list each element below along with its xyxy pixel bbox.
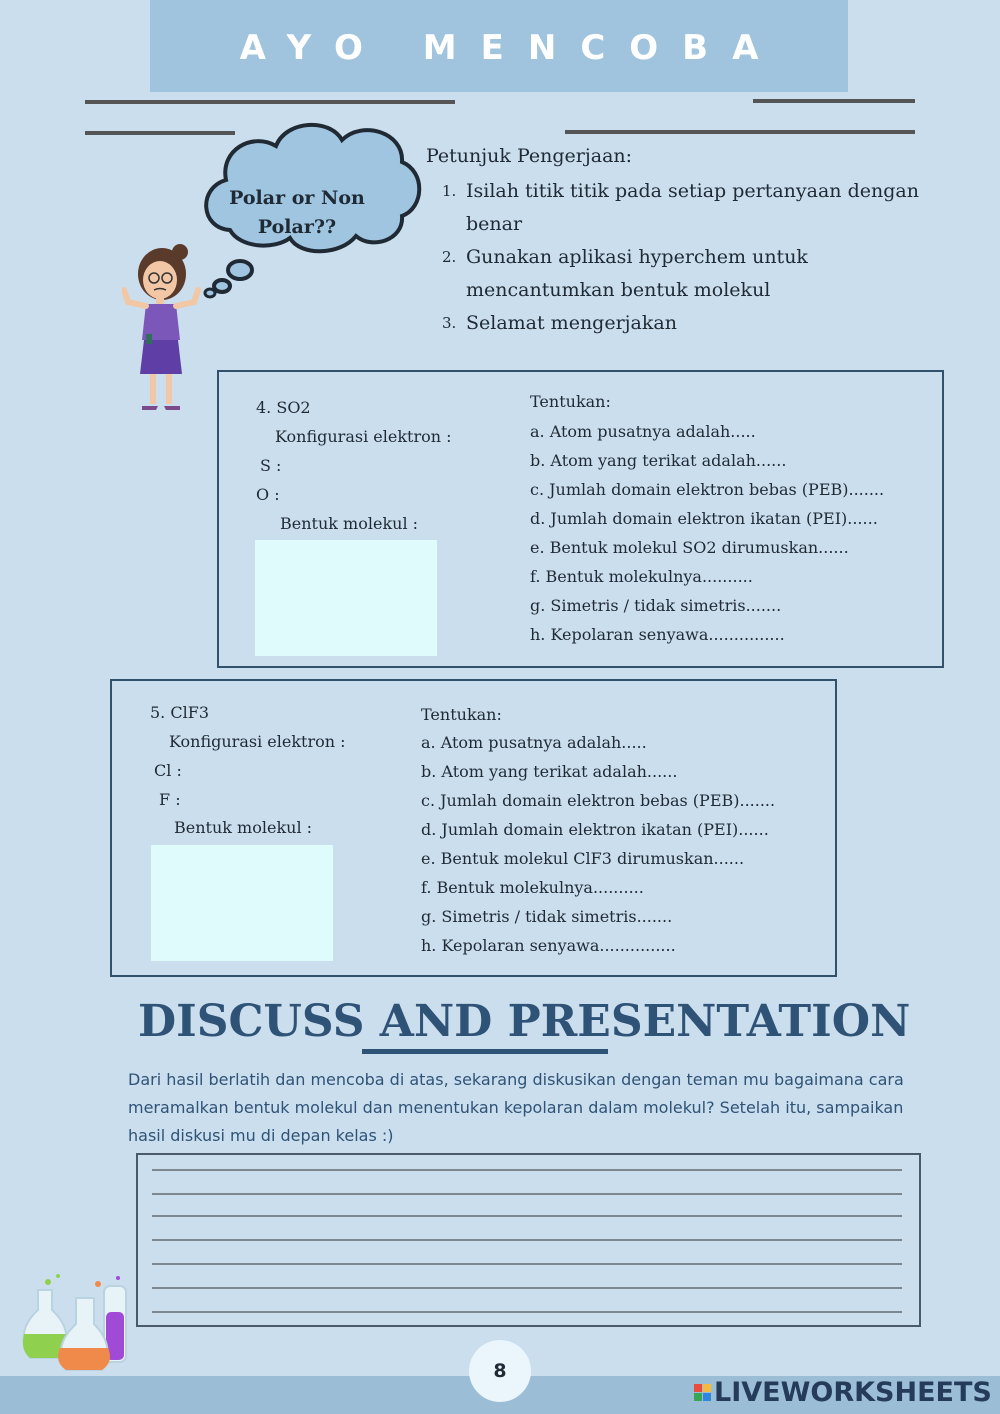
problem-5-atom-1[interactable]: Cl :	[154, 761, 182, 780]
question-item[interactable]: g. Simetris / tidak simetris.......	[530, 596, 782, 615]
problem-4-config-label: Konfigurasi elektron :	[275, 427, 452, 446]
question-item[interactable]: f. Bentuk molekulnya..........	[421, 878, 644, 897]
page-number: 8	[469, 1340, 531, 1402]
discuss-body: Dari hasil berlatih dan mencoba di atas, sekarang diskusikan dengan teman mu bagaimana cara meramalkan bentuk molekul dan menentukan kepolaran dalam molekul? Setelah itu, sampaikan hasil diskusi mu di depan kelas :)	[128, 1070, 904, 1145]
thought-line-2: Polar??	[257, 216, 337, 238]
question-item[interactable]: a. Atom pusatnya adalah.....	[530, 422, 756, 441]
problem-4-atom-1[interactable]: S :	[260, 456, 282, 475]
discuss-underline	[362, 1049, 608, 1054]
liveworksheets-brand: LIVEWORKSHEETS	[714, 1377, 992, 1408]
instruction-text: Isilah titik titik pada setiap pertanyaan dengan benar	[466, 180, 919, 235]
instruction-number: 3.	[442, 314, 457, 332]
problem-5-atom-2[interactable]: F :	[159, 790, 181, 809]
answer-line	[152, 1263, 902, 1265]
question-item[interactable]: d. Jumlah domain elektron ikatan (PEI)......	[421, 820, 769, 839]
question-item[interactable]: e. Bentuk molekul ClF3 dirumuskan......	[421, 849, 745, 868]
instruction-item	[442, 307, 922, 340]
instruction-text: Gunakan aplikasi hyperchem untuk mencantumkan bentuk molekul	[466, 246, 808, 301]
thought-bubble-text	[224, 184, 370, 242]
problem-5-title: 5. ClF3	[150, 703, 209, 722]
discuss-title: DISCUSS AND PRESENTATION	[138, 996, 911, 1047]
answer-line	[152, 1215, 902, 1217]
question-item[interactable]: h. Kepolaran senyawa...............	[530, 625, 785, 644]
page-title: AYO MENCOBA	[239, 28, 783, 68]
instruction-number: 2.	[442, 248, 457, 266]
instruction-text: Selamat mengerjakan	[466, 312, 677, 334]
problem-5-config-label: Konfigurasi elektron :	[169, 732, 346, 751]
problem-4-title: 4. SO2	[256, 398, 311, 417]
instructions-title: Petunjuk Pengerjaan:	[426, 145, 633, 167]
liveworksheets-logo[interactable]	[694, 1377, 992, 1408]
instructions-list	[442, 175, 922, 340]
problem-4-tentukan: Tentukan:	[530, 392, 611, 411]
answer-line	[152, 1311, 902, 1313]
decorative-rule	[753, 99, 915, 103]
instruction-item	[442, 175, 922, 241]
answer-line	[152, 1287, 902, 1289]
problem-5-questions	[421, 728, 775, 960]
question-item[interactable]: g. Simetris / tidak simetris.......	[421, 907, 673, 926]
question-item[interactable]: d. Jumlah domain elektron ikatan (PEI)......	[530, 509, 878, 528]
question-item[interactable]: b. Atom yang terikat adalah......	[530, 451, 787, 470]
decorative-rule	[85, 100, 455, 104]
answer-line	[152, 1239, 902, 1241]
problem-5-shape-label: Bentuk molekul :	[174, 818, 313, 837]
girl-illustration-icon	[122, 240, 202, 412]
problem-5-tentukan: Tentukan:	[421, 705, 502, 724]
problem-5-molecule-space[interactable]	[151, 845, 333, 961]
answer-box[interactable]	[136, 1153, 921, 1327]
decorative-rule	[565, 130, 915, 134]
thought-line-1: Polar or Non	[229, 187, 365, 209]
lab-flasks-icon	[18, 1272, 134, 1380]
answer-line	[152, 1169, 902, 1171]
question-item[interactable]: c. Jumlah domain elektron bebas (PEB).......	[421, 791, 776, 810]
problem-4-molecule-space[interactable]	[255, 540, 437, 656]
problem-4-questions	[530, 417, 884, 649]
problem-4-atom-2[interactable]: O :	[256, 485, 280, 504]
question-item[interactable]: b. Atom yang terikat adalah......	[421, 762, 678, 781]
question-item[interactable]: h. Kepolaran senyawa...............	[421, 936, 676, 955]
question-item[interactable]: a. Atom pusatnya adalah.....	[421, 733, 647, 752]
problem-4-shape-label: Bentuk molekul :	[280, 514, 419, 533]
liveworksheets-logo-icon	[694, 1384, 711, 1401]
instruction-number: 1.	[442, 182, 457, 200]
question-item[interactable]: f. Bentuk molekulnya..........	[530, 567, 753, 586]
answer-line	[152, 1193, 902, 1195]
instruction-item	[442, 241, 922, 307]
question-item[interactable]: c. Jumlah domain elektron bebas (PEB).......	[530, 480, 885, 499]
question-item[interactable]: e. Bentuk molekul SO2 dirumuskan......	[530, 538, 849, 557]
